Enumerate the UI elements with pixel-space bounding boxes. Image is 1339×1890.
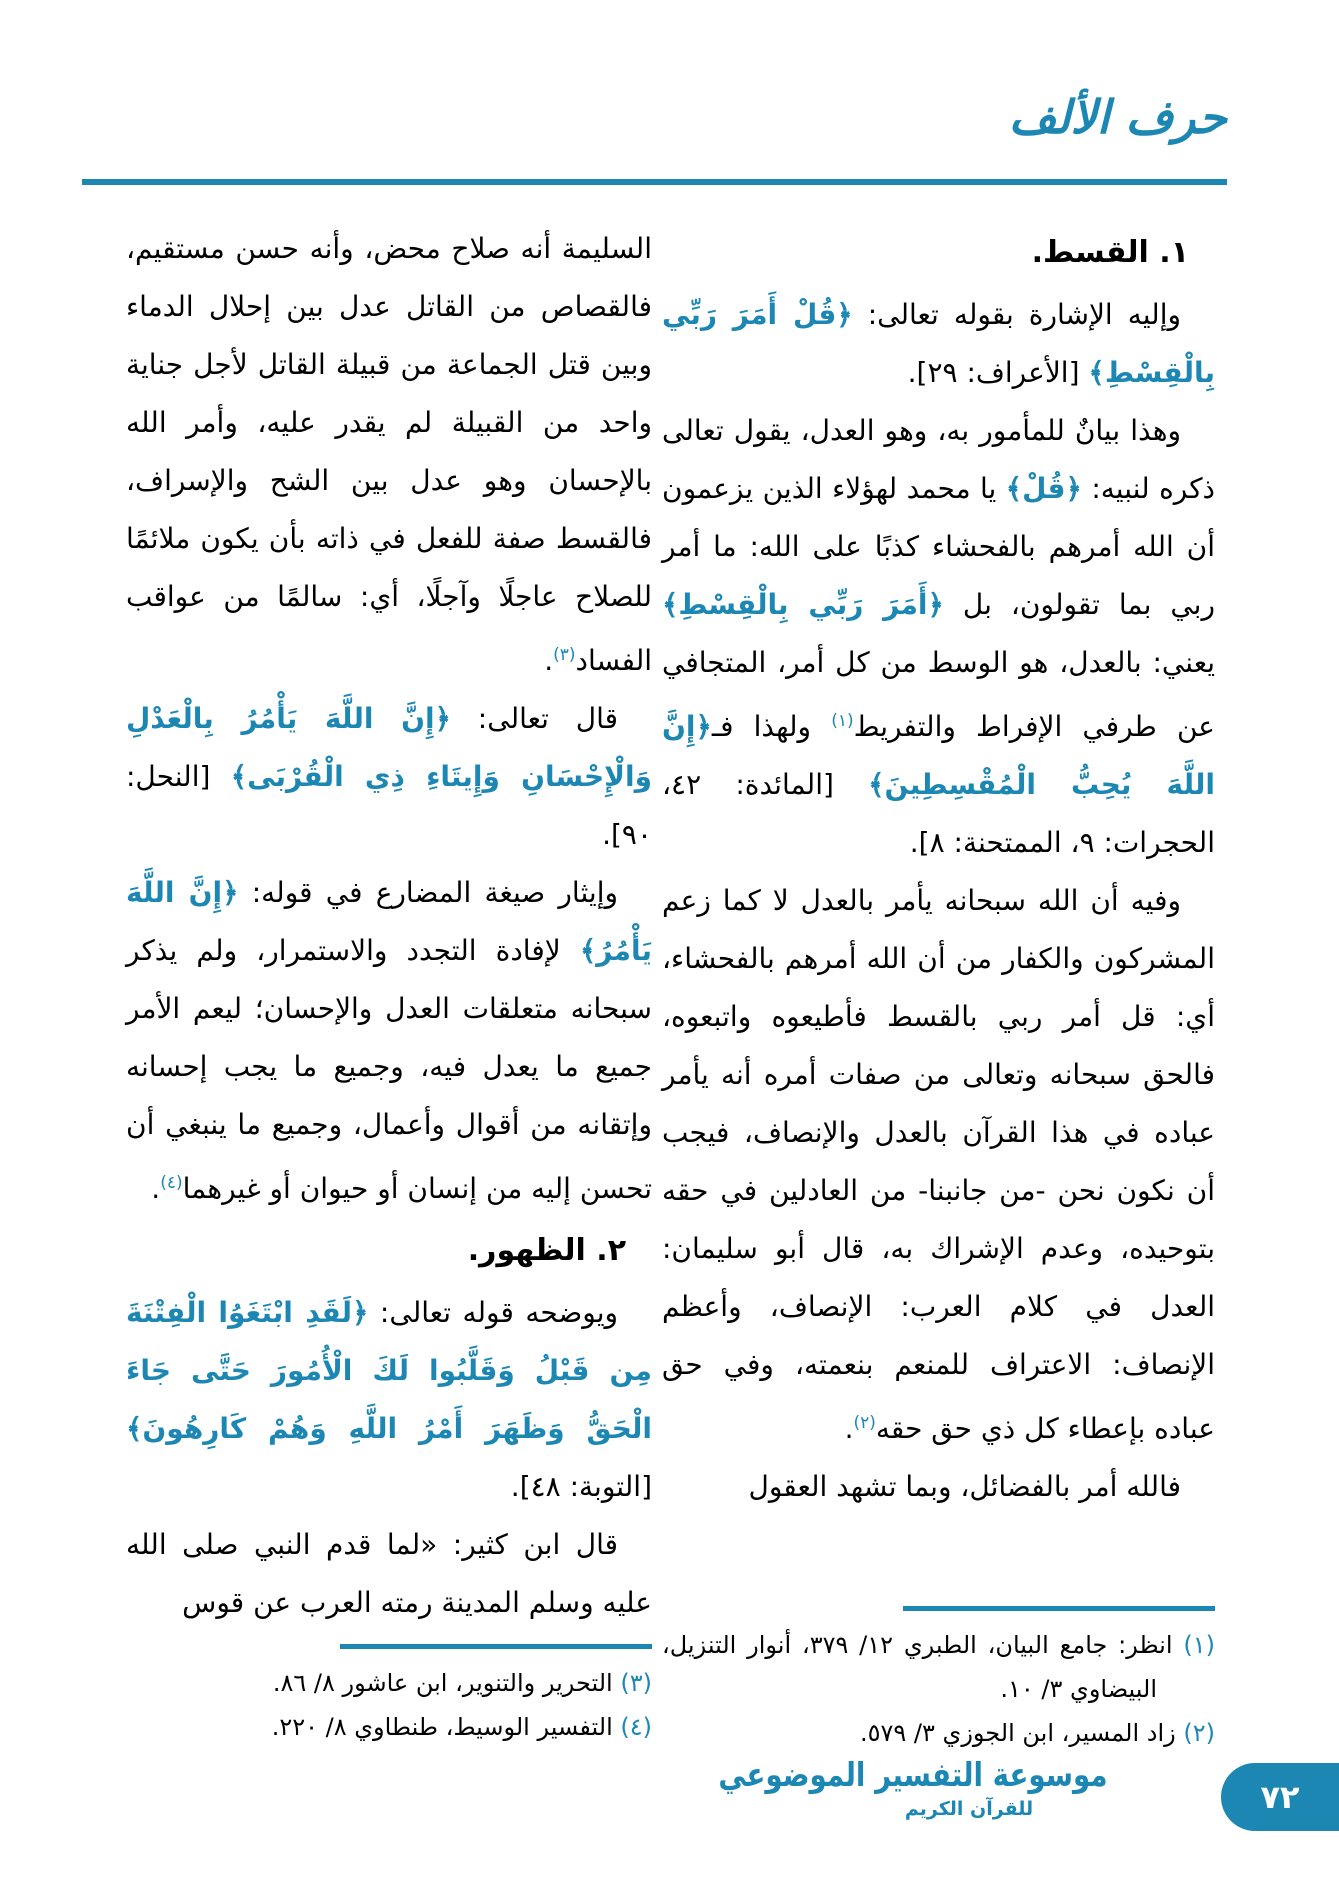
body-text: السليمة أنه صلاح محض، وأنه حسن مستقيم، فالقصاص من القاتل عدل بين إحلال الدماء وبين قتل الجماعة من قبيلة القاتل لأجل جناية واحد من القبيلة لم يقدر عليه، وأمر الله بالإحسان وهو عدل بين الشح والإسراف، فالقسط صفة للفعل في ذاته بأن يكون ملائمًا للصلاح عاجلًا وآجلًا، أي: سالمًا من عواقب الفساد [126, 232, 652, 677]
body-text: . [151, 1172, 161, 1205]
quran-verse: ﴿قُلْ﴾ [1005, 472, 1082, 505]
chapter-header-title: حرف الألف [1008, 90, 1227, 144]
body-text: . [844, 1412, 854, 1445]
footnotes-right [662, 1606, 1215, 1755]
paragraph [126, 690, 652, 864]
footnote-number: (٣) [620, 1669, 652, 1697]
body-text: وإيثار صيغة المضارع في قوله: [238, 876, 619, 909]
text-column-left [126, 220, 652, 1632]
footnote-number: (٤) [620, 1713, 652, 1741]
header-rule [82, 179, 1227, 185]
footnotes-separator [903, 1606, 1215, 1611]
paragraph [126, 1284, 652, 1516]
text-column-right [662, 220, 1215, 1516]
section-heading [126, 1222, 652, 1280]
quran-verse: ﴿إِنَّ اللَّهَ يَأْمُرُ بِالْعَدْلِ وَالْإِحْسَانِ وَإِيتَاءِ ذِي الْقُرْبَى﴾ [126, 702, 652, 793]
paragraph [662, 286, 1215, 402]
paragraph [126, 1516, 652, 1632]
quran-verse: ﴿أَمَرَ رَبِّي بِالْقِسْطِ﴾ [662, 588, 944, 621]
body-text: [النحل: ٩٠]. [126, 760, 652, 851]
body-text: فالله أمر بالفضائل، وبما تشهد العقول [748, 1470, 1181, 1503]
body-text: ١. القسط. [1031, 235, 1189, 270]
footnote-ref: (٤) [160, 1173, 183, 1193]
body-text: ٢. الظهور. [467, 1233, 626, 1268]
paragraph [126, 864, 652, 1218]
quran-verse: ﴿إِنَّ اللَّهَ يَأْمُرُ﴾ [126, 876, 652, 967]
paragraph [662, 872, 1215, 1458]
footnote-text: زاد المسير، ابن الجوزي ٣/ ٥٧٩. [859, 1719, 1184, 1747]
footnote-ref: (٢) [853, 1413, 876, 1433]
body-text: لإفادة التجدد والاستمرار، ولم يذكر سبحانه متعلقات العدل والإحسان؛ ليعم الأمر جميع ما يعدل فيه، وجميع ما يجب إحسانه وإتقانه من أقوال وأعمال، وجميع ما ينبغي أن تحسن إليه من إنسان أو حيوان أو غيرهما [126, 934, 652, 1205]
footnote-item [662, 1711, 1215, 1755]
footnote-text: انظر: جامع البيان، الطبري ١٢/ ٣٧٩، أنوار التنزيل، البيضاوي ٣/ ١٠. [662, 1631, 1184, 1703]
body-text: ولهذا فـ [711, 710, 832, 743]
footnote-ref: (٣) [553, 645, 576, 665]
paragraph [662, 402, 1215, 872]
body-text: وفيه أن الله سبحانه يأمر بالعدل لا كما زعم المشركون والكفار من أن الله أمرهم بالفحشاء، أي: قل أمر ربي بالقسط فأطيعوه واتبعوه، فالحق سبحانه وتعالى من صفات أمره أنه يأمر عباده في هذا القرآن بالعدل والإنصاف، فيجب أن نكون نحن -من جانبنا- من العادلين في حقه بتوحيده، وعدم الإشراك به، قال أبو سليمان: العدل في كلام العرب: الإنصاف، وأعظم الإنصاف: الاعتراف للمنعم بنعمته، وفي حق عباده بإعطاء كل ذي حق حقه [662, 884, 1215, 1445]
paragraph [662, 1458, 1215, 1516]
footnote-text: التفسير الوسيط، طنطاوي ٨/ ٢٢٠. [271, 1713, 621, 1741]
quran-verse: ﴿لَقَدِ ابْتَغَوُا الْفِتْنَةَ مِن قَبْلُ وَقَلَّبُوا لَكَ الْأُمُورَ حَتَّى جَاءَ الْحَقُّ وَظَهَرَ أَمْرُ اللَّهِ وَهُمْ كَارِهُونَ﴾ [126, 1296, 652, 1445]
footnote-item [126, 1705, 652, 1749]
body-text: قال تعالى: [450, 702, 618, 735]
publisher-logo-subtitle: للقرآن الكريم [904, 1798, 1034, 1821]
body-text: قال ابن كثير: «لما قدم النبي صلى الله عليه وسلم المدينة رمته العرب عن قوس [126, 1528, 652, 1619]
footnote-number: (١) [1183, 1631, 1215, 1659]
page-number: ٧٢ [1260, 1778, 1300, 1816]
body-text: وهذا بيانٌ للمأمور به، وهو العدل، يقول تعالى ذكره لنبيه: [662, 414, 1215, 505]
body-text: يعني: بالعدل، هو الوسط من كل أمر، المتجافي عن طرفي الإفراط والتفريط [662, 646, 1215, 743]
footnotes-left [126, 1644, 652, 1749]
publisher-logo [718, 1752, 1134, 1821]
quran-verse: ﴿إِنَّ اللَّهَ يُحِبُّ الْمُقْسِطِينَ﴾ [662, 710, 1215, 801]
footnote-text: التحرير والتنوير، ابن عاشور ٨/ ٨٦. [272, 1669, 621, 1697]
body-text: [الأعراف: ٢٩]. [907, 356, 1089, 389]
body-text: ويوضحه قوله تعالى: [368, 1296, 619, 1329]
section-heading [662, 224, 1215, 282]
quran-verse: ﴿قُلْ أَمَرَ رَبِّي بِالْقِسْطِ﴾ [662, 298, 1215, 389]
body-text: يا محمد لهؤلاء الذين يزعمون أن الله أمرهم بالفحشاء كذبًا على الله: ما أمر ربي بما تقولون، بل [662, 472, 1215, 621]
body-text: [المائدة: ٤٢، الحجرات: ٩، الممتحنة: ٨]. [662, 768, 1215, 859]
footnote-number: (٢) [1183, 1719, 1215, 1747]
footnote-item [662, 1623, 1215, 1711]
body-text: . [544, 644, 554, 677]
page-number-badge [1221, 1763, 1339, 1831]
footnote-item [126, 1661, 652, 1705]
body-text: [التوبة: ٤٨]. [510, 1470, 652, 1503]
paragraph [126, 220, 652, 690]
footnote-ref: (١) [831, 711, 854, 731]
publisher-logo-title: موسوعة التفسير الموضوعي [718, 1755, 1108, 1794]
body-text: وإليه الإشارة بقوله تعالى: [852, 298, 1181, 331]
footnotes-separator [340, 1644, 652, 1649]
